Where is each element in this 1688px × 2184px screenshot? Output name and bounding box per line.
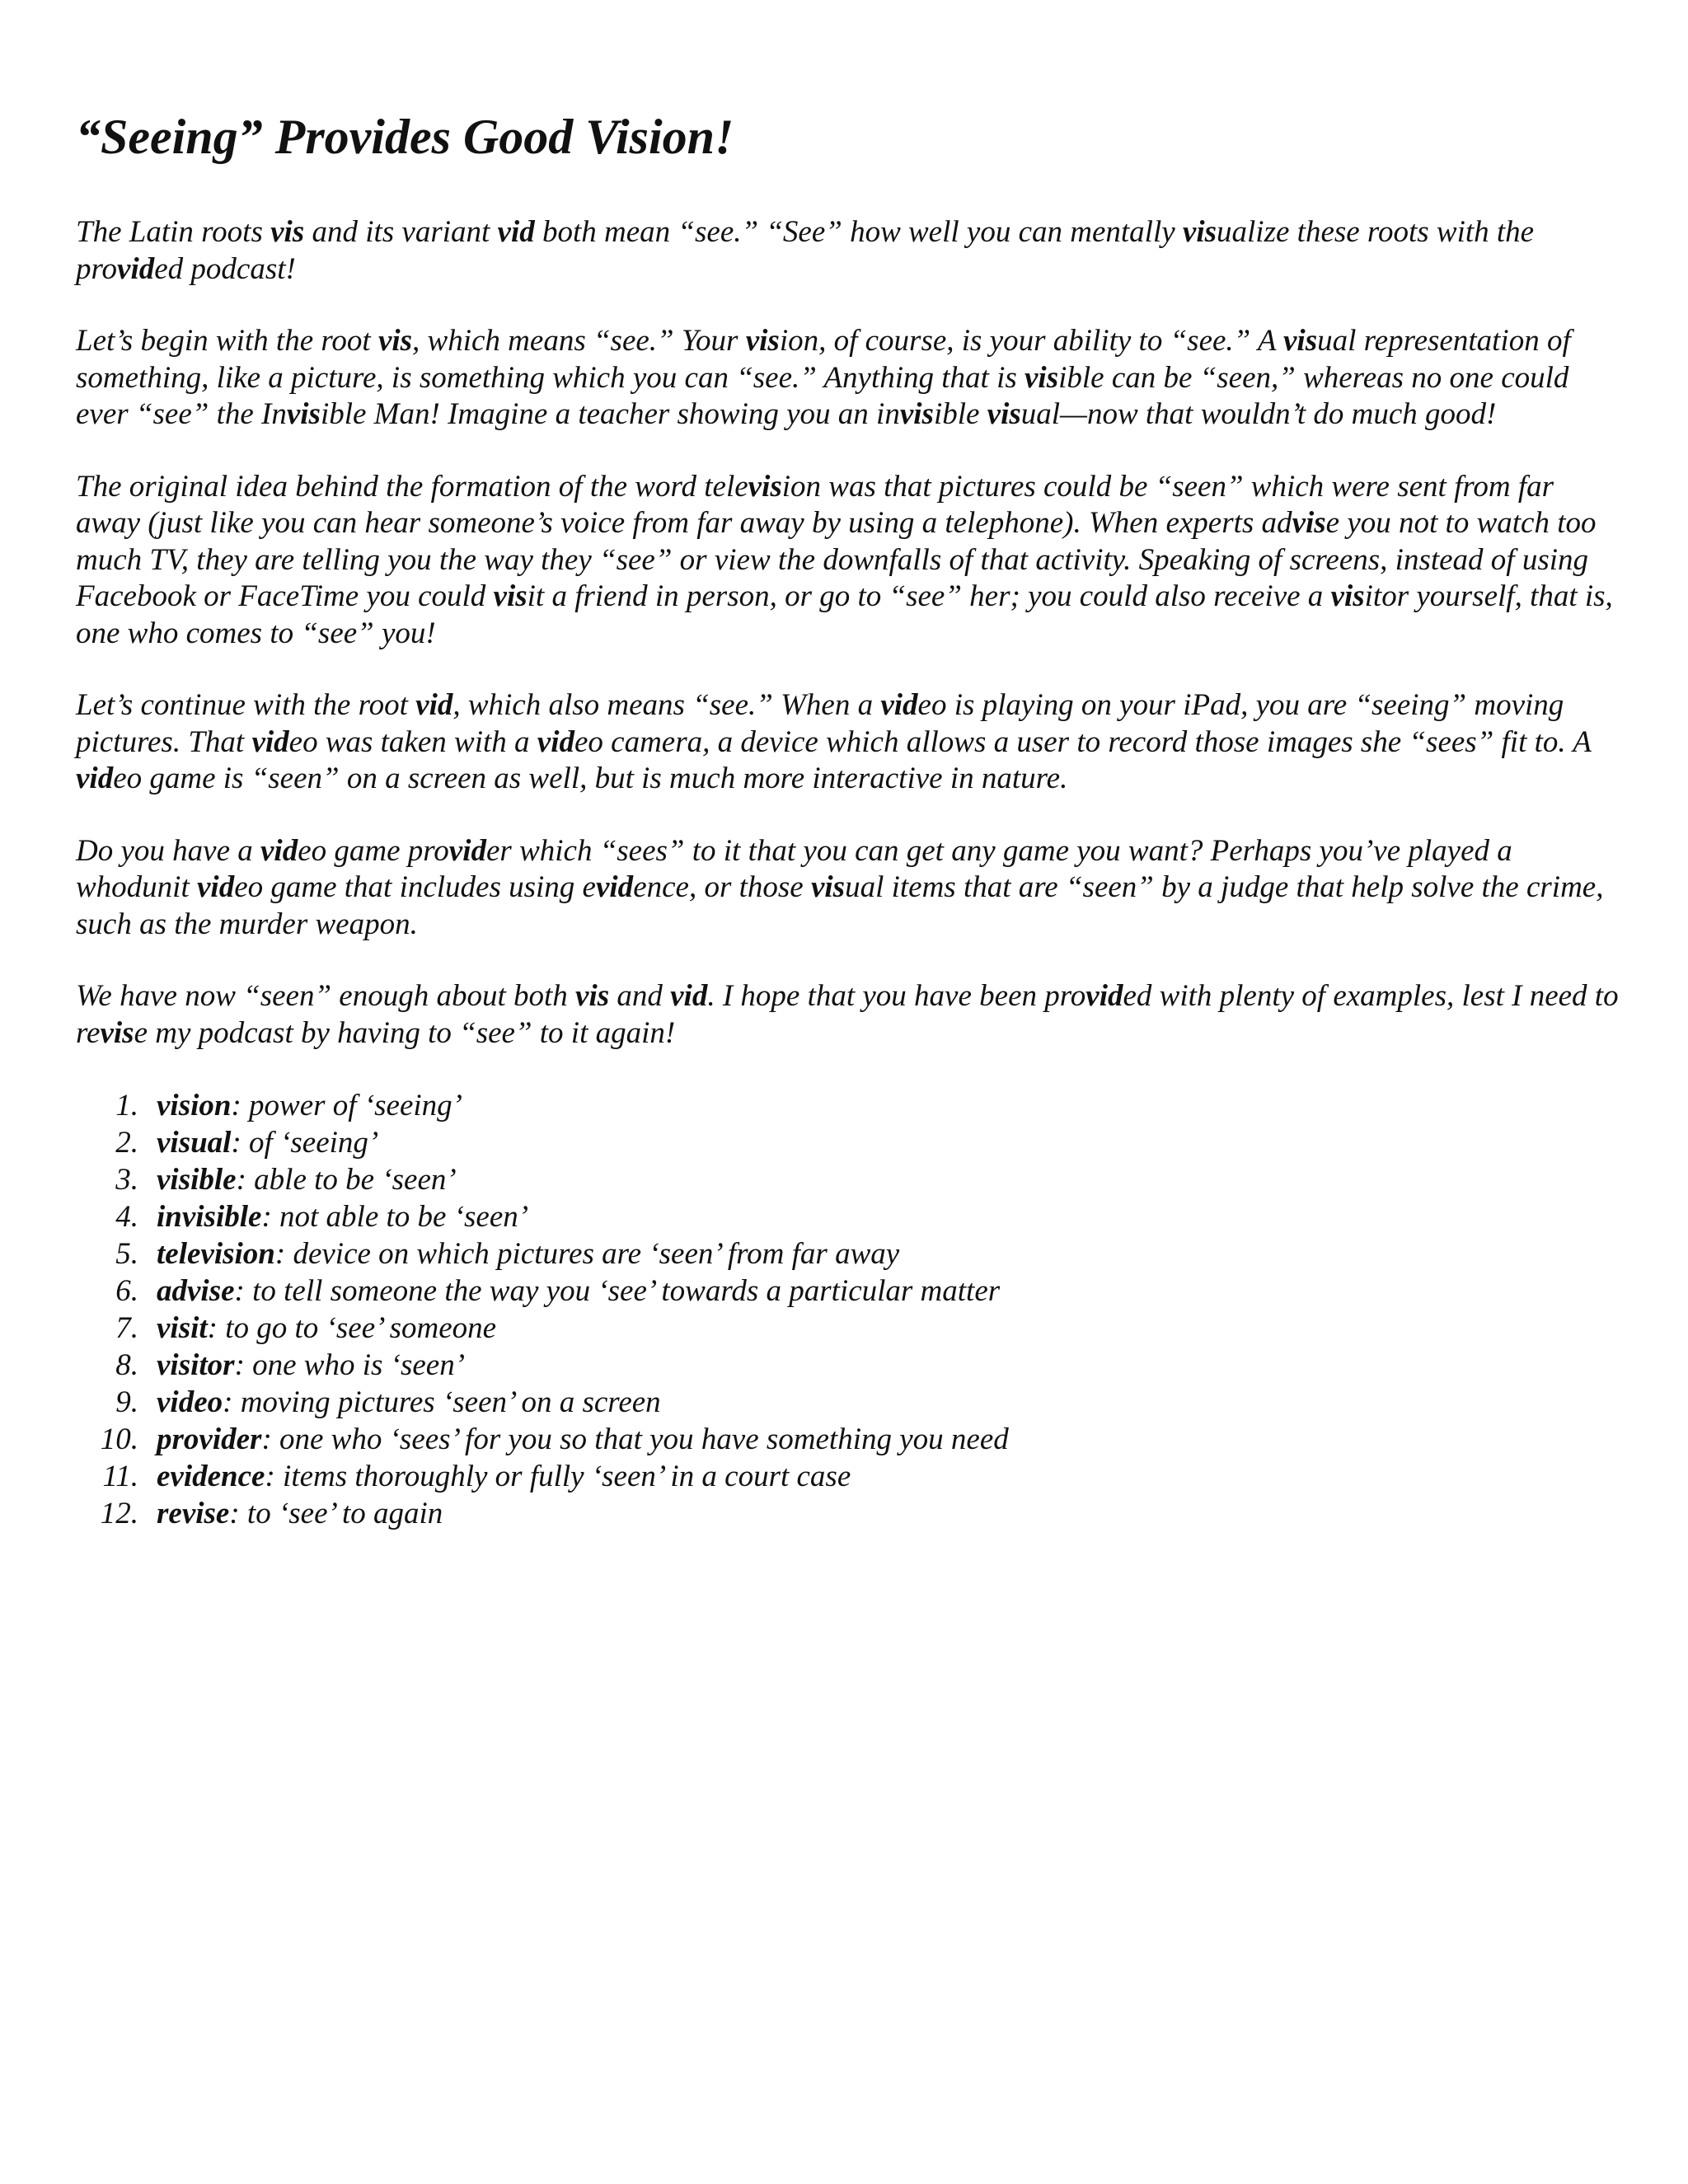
vocabulary-item [76,1421,1625,1458]
paragraph-text: eo camera, a device which allows a user to record those images she “sees” fit to. A [574,724,1599,759]
item-number: 5. [115,1237,138,1271]
vocabulary-term: revise [157,1497,230,1530]
vocabulary-term: visual [157,1126,232,1160]
paragraph-text: ual items that are “seen” by a judge that help solve the crime, such as the murder weapon. [76,870,1611,941]
root-highlight: vis [270,215,305,249]
vocabulary-term: evidence [157,1460,265,1493]
vocabulary-term: vision [157,1089,232,1122]
paragraph-text: e my podcast by having to “see” to it again! [134,1015,676,1050]
vocabulary-item [76,1347,1625,1384]
root-highlight: vid [497,215,535,249]
paragraph-text: The Latin roots [76,215,271,249]
root-highlight: vis [1330,579,1365,613]
vocabulary-item [76,1198,1625,1235]
body-text [76,214,1625,1052]
paragraph-text: ion was that pictures could be “seen” which were sent from far away (just like you can hear someone’s voice from far away by using a telephone). When experts ad [76,469,1562,540]
vocabulary-definition: : one who is ‘seen’ [234,1348,466,1382]
body-paragraph [76,687,1625,798]
vocabulary-term: video [157,1385,223,1419]
vocabulary-definition: : one who ‘sees’ for you so that you have something you need [261,1422,1009,1456]
vocabulary-definition: : not able to be ‘seen’ [261,1200,529,1234]
paragraph-text: eo game pro [298,833,449,868]
vocabulary-item [76,1124,1625,1161]
paragraph-text: ible [933,397,987,431]
root-highlight: vis [745,324,780,358]
paragraph-text: ence, or those [633,870,811,904]
root-highlight: vid [670,979,708,1013]
root-highlight: vis [899,397,934,431]
document-page [76,107,1625,1532]
root-highlight: vid [197,870,235,904]
page-title: “Seeing” Provides Good Vision! [76,110,734,164]
item-number: 3. [115,1163,138,1197]
vocabulary-item [76,1384,1625,1421]
vocabulary-term: provider [157,1422,262,1456]
root-highlight: vis [1292,506,1326,540]
paragraph-text: ual—now that wouldn’t do much good! [1020,397,1497,431]
item-number: 11. [102,1460,138,1493]
body-paragraph [76,214,1625,288]
vocabulary-term: visible [157,1163,237,1197]
root-highlight: vis [748,469,782,504]
paragraph-text: ual representation of something, like a picture, is something which you can “see.” Anything that is [76,324,1578,395]
body-paragraph [76,978,1625,1052]
paragraph-text: and [609,979,671,1013]
vocabulary-list [76,1087,1625,1532]
vocabulary-item [76,1495,1625,1532]
vocabulary-definition: : to go to ‘see’ someone [207,1311,497,1345]
paragraph-text: We have now “seen” enough about both [76,979,576,1013]
paragraph-text: and its variant [304,215,498,249]
root-highlight: vis [286,397,321,431]
vocabulary-term: visitor [157,1348,235,1382]
vocabulary-definition: : to tell someone the way you ‘see’ towards a particular matter [234,1274,1001,1308]
paragraph-text: Let’s continue with the root [76,688,416,722]
root-highlight: vid [415,688,453,722]
paragraph-text: , which also means “see.” When a [452,688,881,722]
item-number: 12. [100,1497,138,1530]
paragraph-text: ed with plenty of examples, lest I need to re [76,979,1626,1050]
root-highlight: vis [1283,324,1318,358]
paragraph-text: The original idea behind the formation of the word tele [76,469,748,504]
vocabulary-term: television [157,1237,275,1271]
paragraph-text: both mean “see.” “See” how well you can mentally [534,215,1183,249]
item-number: 6. [115,1274,138,1308]
vocabulary-definition: : device on which pictures are ‘seen’ from far away [274,1237,900,1271]
vocabulary-item [76,1161,1625,1198]
body-paragraph [76,833,1625,944]
vocabulary-item [76,1087,1625,1124]
vocabulary-definition: : of ‘seeing’ [231,1126,379,1160]
item-number: 2. [115,1126,138,1160]
root-highlight: vis [987,397,1021,431]
vocabulary-definition: : moving pictures ‘seen’ on a screen [223,1385,661,1419]
body-paragraph [76,323,1625,434]
vocabulary-item [76,1235,1625,1272]
paragraph-text: Let’s begin with the root [76,324,378,358]
vocabulary-term: visit [157,1311,208,1345]
root-highlight: vid [117,251,155,286]
vocabulary-definition: : items thoroughly or fully ‘seen’ in a court case [265,1460,851,1493]
root-highlight: vid [1085,979,1123,1013]
root-highlight: vid [537,724,574,759]
paragraph-text: er which “sees” to it that you can get any game you want? Perhaps you’ve played a whodunit [76,833,1521,904]
vocabulary-item [76,1310,1625,1347]
item-number: 9. [115,1385,138,1419]
body-paragraph [76,469,1625,653]
root-highlight: vis [100,1015,134,1050]
item-number: 10. [100,1422,138,1456]
paragraph-text: eo is playing on your iPad, you are “seeing” moving pictures. That [76,688,1572,759]
root-highlight: vid [595,870,634,904]
paragraph-text: ible can be “seen,” whereas no one could ever “see” the In [76,360,1577,431]
paragraph-text: eo game is “seen” on a screen as well, but is much more interactive in nature. [113,762,1068,795]
vocabulary-definition: : able to be ‘seen’ [236,1163,457,1197]
root-highlight: vid [76,762,114,795]
root-highlight: vid [448,833,486,868]
item-number: 7. [115,1311,138,1345]
root-highlight: vid [260,833,298,868]
vocabulary-item [76,1458,1625,1495]
paragraph-text: itor yourself, that is, one who comes to “see” you! [76,579,1621,650]
paragraph-text: eo game that includes using e [234,870,596,904]
paragraph-text: eo was taken with a [288,724,537,759]
item-number: 1. [115,1089,138,1122]
root-highlight: vis [1025,360,1059,395]
vocabulary-definition: : to ‘see’ to again [229,1497,443,1530]
root-highlight: vis [1182,215,1217,249]
vocabulary-definition: : power of ‘seeing’ [231,1089,462,1122]
paragraph-text: e you not to watch too much TV, they are telling you the way they “see” or view the downfalls of that activity. Speaking of screens, instead of using Facebook or FaceTime you could [76,506,1604,613]
vocabulary-term: advise [157,1274,235,1308]
paragraph-text: , which means “see.” Your [412,324,746,358]
paragraph-text: ible Man! Imagine a teacher showing you an in [320,397,900,431]
paragraph-text: ion, of course, is your ability to “see.” A [779,324,1283,358]
root-highlight: vis [377,324,413,358]
paragraph-text: Do you have a [76,833,260,868]
paragraph-text: ualize these roots with the pro [76,215,1542,286]
paragraph-text: it a friend in person, or go to “see” her; you could also receive a [527,579,1331,613]
root-highlight: vis [575,979,610,1013]
root-highlight: vis [810,870,846,904]
root-highlight: vid [880,688,918,722]
item-number: 4. [115,1200,138,1234]
vocabulary-item [76,1272,1625,1310]
root-highlight: vis [493,579,528,613]
paragraph-text: . I hope that you have been pro [707,979,1086,1013]
paragraph-text: ed podcast! [154,251,296,286]
root-highlight: vid [251,724,289,759]
vocabulary-term: invisible [157,1200,262,1234]
item-number: 8. [115,1348,138,1382]
